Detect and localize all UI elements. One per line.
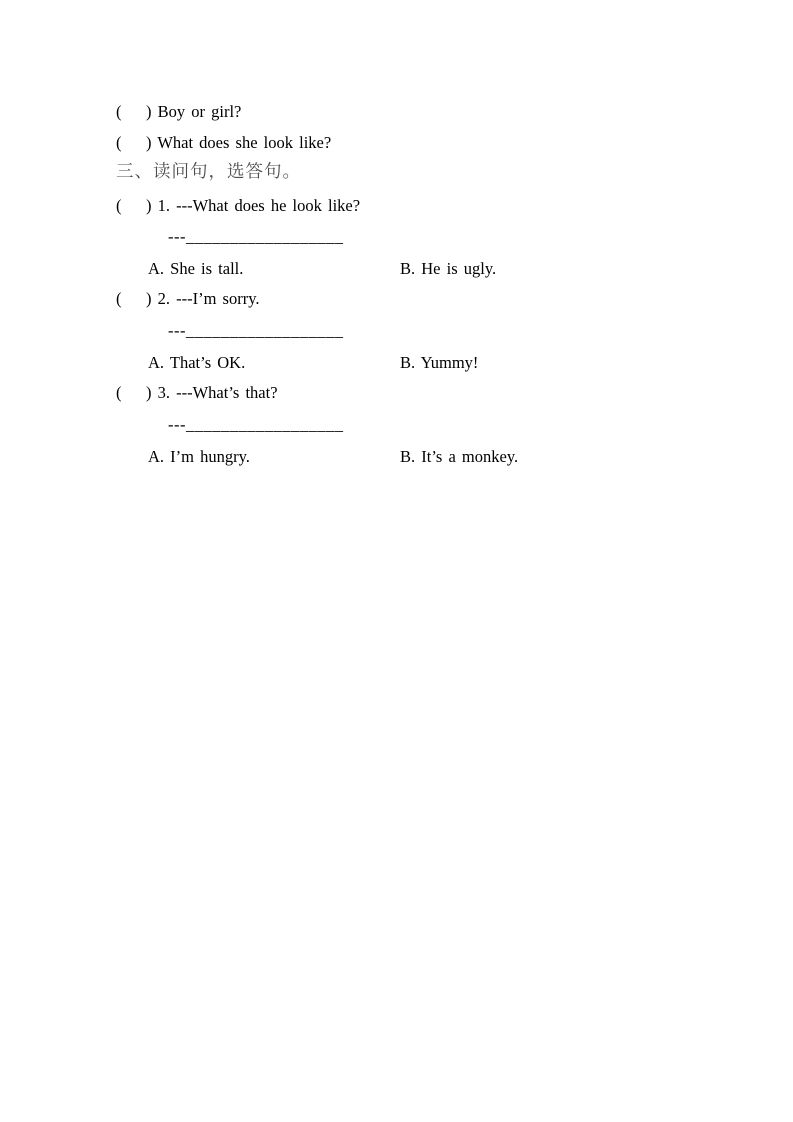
question-3-option-a: A. I’m hungry. [148, 447, 250, 466]
question-2-answer-blank: ---__________________ [168, 321, 344, 340]
question-3-option-b: B. It’s a monkey. [400, 447, 519, 466]
question-1-option-b: B. He is ugly. [400, 259, 497, 278]
question-1-prompt: ( ) 1. ---What does he look like? [116, 196, 361, 215]
question-1-answer-blank: ---__________________ [168, 227, 344, 246]
question-2-prompt: ( ) 2. ---I’m sorry. [116, 289, 260, 308]
intro-line-what-does-she-look-like: ( ) What does she look like? [116, 133, 332, 152]
question-3-options [0, 447, 793, 469]
question-2-options [0, 353, 793, 375]
question-2-option-a: A. That’s OK. [148, 353, 246, 372]
question-1-options [0, 259, 793, 281]
intro-line-boy-or-girl: ( ) Boy or girl? [116, 102, 242, 121]
section-header: 三、读问句，选答句。 [116, 161, 301, 181]
question-2-option-b: B. Yummy! [400, 353, 479, 372]
question-3-answer-blank: ---__________________ [168, 415, 344, 434]
question-1-option-a: A. She is tall. [148, 259, 244, 278]
question-3-prompt: ( ) 3. ---What’s that? [116, 383, 278, 402]
